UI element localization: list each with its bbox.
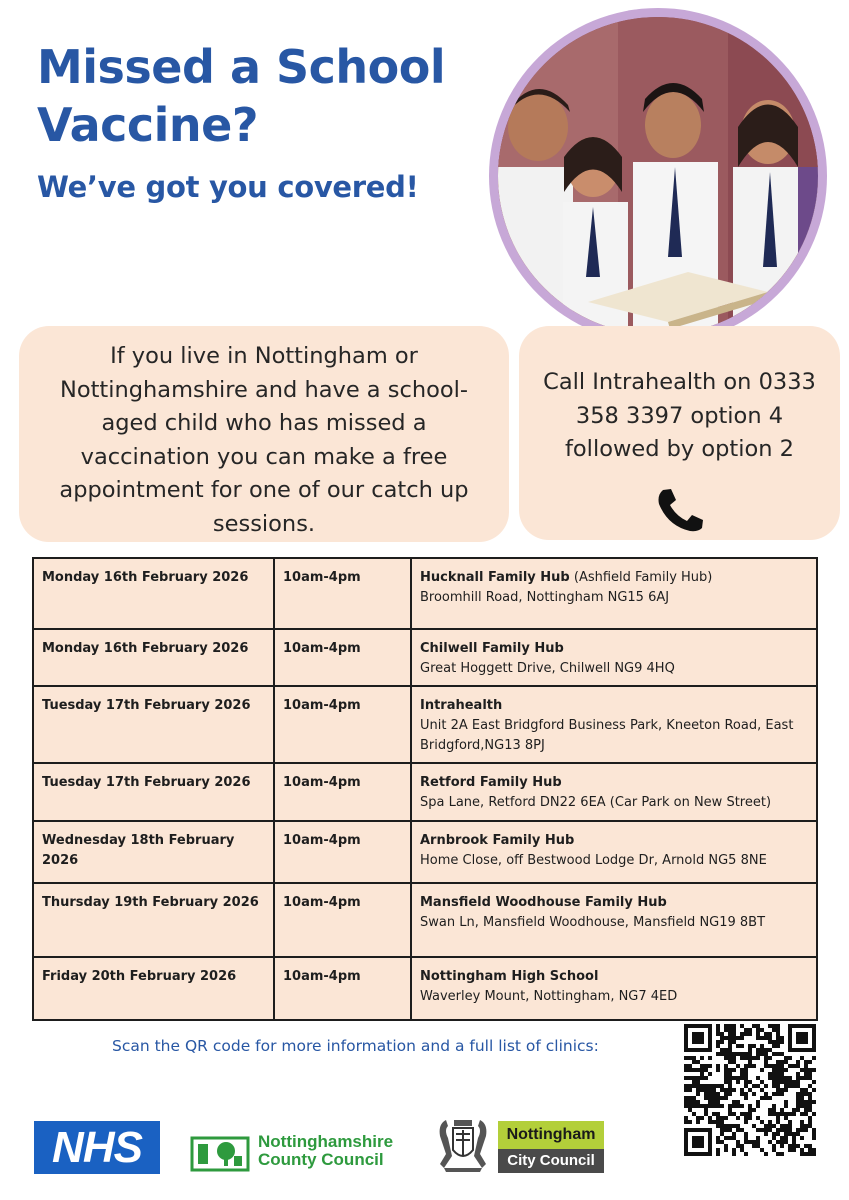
city-crest-icon	[434, 1116, 492, 1174]
qr-code[interactable]	[684, 1024, 816, 1156]
venue-name: Intrahealth	[420, 698, 503, 713]
venue-name: Hucknall Family Hub	[420, 570, 570, 585]
students-photo-frame	[489, 8, 827, 344]
venue-name: Mansfield Woodhouse Family Hub	[420, 895, 667, 910]
session-date: Tuesday 17th February 2026	[33, 686, 274, 763]
session-time: 10am-4pm	[274, 957, 411, 1020]
eligibility-text: If you live in Nottingham or Nottinghamshire and have a school-aged child who has missed a vaccination you can make a free appointment for one of our catch up sessions.	[59, 343, 469, 537]
session-time: 10am-4pm	[274, 883, 411, 957]
table-row	[33, 821, 817, 883]
call-text: Call Intrahealth on 0333 358 3397 option 4 followed by option 2	[543, 369, 816, 462]
table-row	[33, 558, 817, 629]
session-location	[411, 821, 817, 883]
county-council-suffix: County Council	[258, 1150, 384, 1169]
county-council-logo	[258, 1133, 393, 1169]
session-location	[411, 763, 817, 821]
session-location	[411, 558, 817, 629]
county-council-name: Nottinghamshire	[258, 1132, 394, 1151]
sessions-table	[32, 557, 818, 1021]
page-subtitle: We’ve got you covered!	[37, 170, 419, 204]
table-row	[33, 883, 817, 957]
eligibility-panel	[19, 326, 509, 542]
venue-name: Arnbrook Family Hub	[420, 833, 575, 848]
venue-address: Waverley Mount, Nottingham, NG7 4ED	[420, 989, 678, 1004]
session-date: Monday 16th February 2026	[33, 629, 274, 686]
nhs-logo: NHS	[34, 1121, 160, 1174]
phone-icon	[654, 486, 706, 532]
page-title: Missed a School Vaccine?	[37, 40, 446, 152]
session-date: Friday 20th February 2026	[33, 957, 274, 1020]
session-time: 10am-4pm	[274, 629, 411, 686]
venue-address: Home Close, off Bestwood Lodge Dr, Arnold NG5 8NE	[420, 853, 767, 868]
session-date: Thursday 19th February 2026	[33, 883, 274, 957]
session-date: Wednesday 18th February 2026	[33, 821, 274, 883]
session-time: 10am-4pm	[274, 821, 411, 883]
venue-name: Chilwell Family Hub	[420, 641, 564, 656]
venue-address: Swan Ln, Mansfield Woodhouse, Mansfield NG19 8BT	[420, 915, 766, 930]
venue-address: Broomhill Road, Nottingham NG15 6AJ	[420, 590, 670, 605]
table-row	[33, 763, 817, 821]
session-time: 10am-4pm	[274, 686, 411, 763]
venue-name: Retford Family Hub	[420, 775, 562, 790]
venue-name: Nottingham High School	[420, 969, 599, 984]
venue-address: Spa Lane, Retford DN22 6EA (Car Park on New Street)	[420, 795, 772, 810]
session-date: Monday 16th February 2026	[33, 558, 274, 629]
session-location	[411, 686, 817, 763]
students-photo	[498, 17, 818, 335]
session-location	[411, 957, 817, 1020]
city-council-suffix: City Council	[498, 1149, 604, 1173]
table-row	[33, 957, 817, 1020]
session-time: 10am-4pm	[274, 763, 411, 821]
session-location	[411, 883, 817, 957]
qr-instruction: Scan the QR code for more information and a full list of clinics:	[112, 1037, 599, 1055]
venue-address: Unit 2A East Bridgford Business Park, Kneeton Road, East Bridgford,NG13 8PJ	[420, 718, 794, 753]
session-location	[411, 629, 817, 686]
venue-address: Great Hoggett Drive, Chilwell NG9 4HQ	[420, 661, 675, 676]
session-time: 10am-4pm	[274, 558, 411, 629]
table-row	[33, 629, 817, 686]
session-date: Tuesday 17th February 2026	[33, 763, 274, 821]
city-council-name: Nottingham	[498, 1121, 604, 1149]
table-row	[33, 686, 817, 763]
venue-alt-name: (Ashfield Family Hub)	[573, 570, 713, 585]
county-council-logo-icon	[190, 1134, 250, 1172]
